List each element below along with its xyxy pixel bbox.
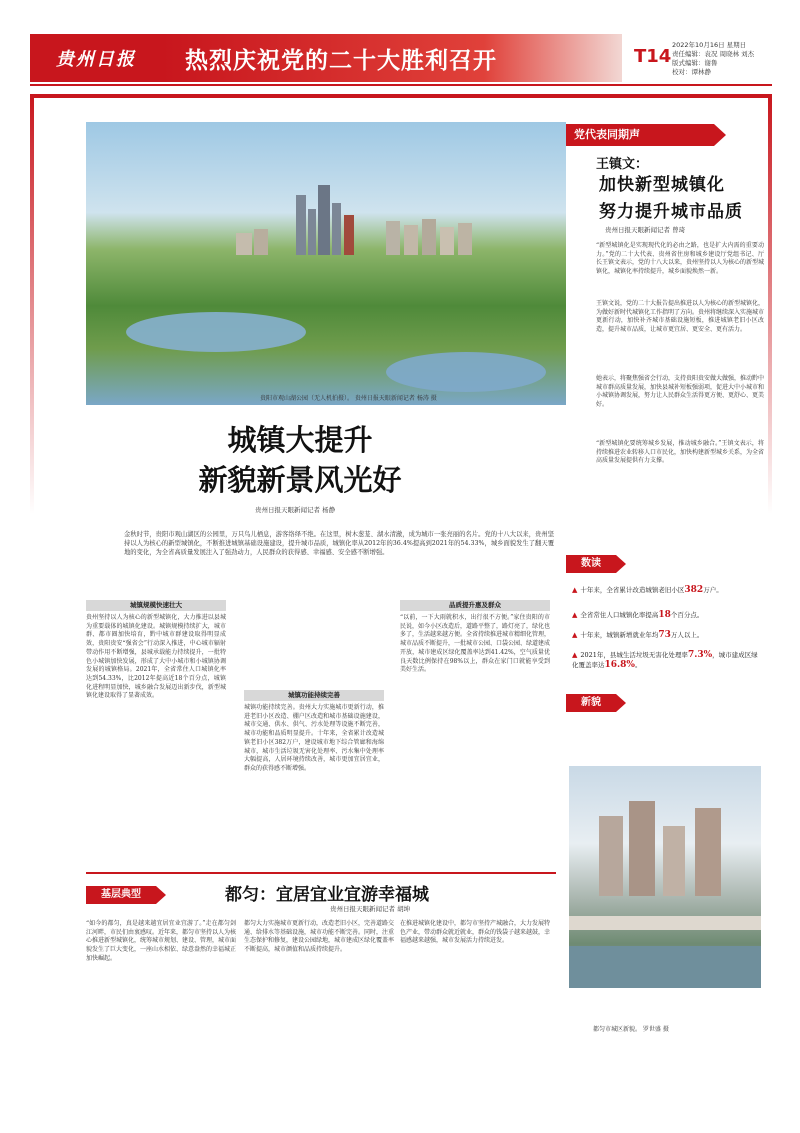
data-item: [572, 610, 762, 620]
building: [422, 219, 436, 255]
delegate-paragraph: “新型城镇化要统筹城乡发展，推动城乡融合。”王镇文表示，将持续推进农业转移人口市民化，加快构建新型城乡关系，为全省高质量发展提供有力支撑。: [596, 440, 765, 465]
feature-byline: 贵州日报天眼新闻记者 杨静: [255, 506, 336, 514]
skyscraper: [344, 215, 354, 255]
building: [695, 808, 721, 896]
data-item-text: 。: [634, 661, 642, 669]
delegate-headline-line1: 加快新型城镇化: [599, 175, 725, 195]
feature-col1-text: 贵州坚持以人为核心的新型城镇化，大力推进以县城为重要载体的城镇化建设。城镇规模持续扩大，城市群、都市圈加快培育，黔中城市群建设取得明显成效，贵阳贵安“强省会”行动深入推进，中心城市辐射带动作用不断增强，县城承载能力持续提升，一批特色小城镇加快发展，形成了大中小城市和小城镇协调发展的城镇格局。2021年，全省常住人口城镇化率达到54.33%，比2012年提高近18个百分点，城镇化进程明显加快，城乡融合发展迈出新步伐，新型城镇化建设取得了显著成效。: [86, 614, 226, 700]
building: [236, 233, 252, 255]
data-item-text: 十年来，城镇新增就业年均: [580, 631, 659, 639]
data-item-text: 十年来，全省累计改造城镇老旧小区: [580, 586, 685, 594]
data-item: [572, 585, 762, 595]
delegate-name: 王镇文：: [596, 157, 649, 172]
page-number: T14: [634, 46, 672, 67]
building: [599, 816, 623, 896]
subhead-scale: 城镇规模快速壮大: [86, 600, 226, 611]
feature-title-line2: 新貌新景风光好: [198, 463, 402, 497]
skyscraper: [318, 185, 330, 255]
data-item-text: ，城市建成区绿化覆盖率达: [572, 651, 758, 669]
lake: [386, 352, 546, 392]
data-item-text: 2021年，县城生活垃圾无害化处理率: [580, 651, 688, 659]
skyscraper: [308, 209, 316, 255]
data-item-number: 382: [684, 585, 704, 595]
tag-arrow: [616, 555, 626, 573]
data-item: [572, 650, 762, 670]
bottom-rule: [86, 872, 556, 874]
delegate-paragraph: 她表示，将聚焦强省会行动，支持贵阳贵安做大做强，推动黔中城市群高质量发展，加快县城补短板强弱项，促进大中小城市和小城镇协调发展，努力让人民群众生活得更方便、更舒心、更美好。: [596, 375, 765, 408]
bottom-col2-text: 都匀大力实施城市更新行动，改造老旧小区，完善道路交通、给排水等基础设施，城市功能不断完善。同时，注重生态保护和修复，建设公园绿地，城市建成区绿化覆盖率不断提高，城市颜值和品质持续提升。: [244, 920, 395, 954]
feature-title-line1: 城镇大提升: [227, 423, 373, 457]
bridge: [569, 916, 761, 930]
bottom-col1-text: “如今的都匀，真是越来越宜居宜业宜游了。”走在都匀剑江河畔，市民们由衷感叹。近年来，都匀市坚持以人为核心推进新型城镇化，统筹城市规划、建设、管理，城市面貌发生了巨大变化，一座山水相依、绿意盎然的幸福城正加快崛起。: [86, 920, 237, 962]
section-tag-newlook: 新貌: [566, 694, 616, 712]
data-item-text: 个百分点。: [670, 611, 704, 619]
data-section: [566, 555, 764, 675]
bottom-byline: 贵州日报天眼新闻记者 胡坤: [330, 905, 411, 913]
building: [629, 801, 655, 896]
building: [440, 227, 454, 255]
lake: [126, 312, 306, 352]
building: [663, 826, 685, 896]
feature-col2-text: 城镇功能持续完善。贵州大力实施城市更新行动，推进老旧小区改造、棚户区改造和城市基础设施建设，城市交通、供水、供气、污水处理等设施不断完善，城市功能和品质明显提升。十年来，全省累计改造城镇老旧小区382万户，建设城市地下综合管廊和海绵城市，城市生活垃圾无害化处理率、污水集中处理率大幅提高，人居环境持续改善，城市更加宜居宜业，群众的获得感不断增强。: [244, 704, 384, 772]
data-item-number: 18: [658, 610, 671, 620]
data-item: [572, 630, 762, 640]
triangle-icon: ▲: [572, 651, 578, 659]
data-item-text: 万人以上。: [670, 631, 704, 639]
section-tag-grassroots: 基层典型: [86, 886, 156, 904]
delegate-paragraph: “新型城镇化是实现现代化的必由之路，也是扩大内需的重要动力。”党的二十大代表、贵州省住房和城乡建设厅党组书记、厅长王镇文表示，党的十八大以来，贵州坚持以人为核心的新型城镇化，城镇化率持续提升，城乡面貌焕然一新。: [596, 242, 765, 275]
delegate-paragraph: 王镇文说，党的二十大报告提出推进以人为核心的新型城镇化，为做好新时代城镇化工作指明了方向。贵州将继续深入实施城市更新行动，加快补齐城市基础设施短板，推进城镇老旧小区改造，提升城市品质，让城市更宜居、更安全、更有活力。: [596, 300, 765, 333]
section-tag-delegate: 党代表同期声: [566, 124, 714, 146]
section-frame-right: [768, 94, 772, 514]
section-tag-data: 数读: [566, 555, 616, 573]
bottom-col3-text: 在推进城镇化建设中，都匀市坚持产城融合，大力发展特色产业，带动群众就近就业，群众的钱袋子越来越鼓，幸福感越来越强，城市发展活力持续迸发。: [400, 920, 551, 945]
subhead-function: 城镇功能持续完善: [244, 690, 384, 701]
feature-photo: [86, 122, 566, 405]
building: [386, 221, 400, 255]
edition-meta: [672, 41, 772, 77]
delegate-headline-line2: 努力提升城市品质: [599, 202, 743, 222]
triangle-icon: ▲: [572, 631, 578, 639]
data-item-number: 16.8%: [604, 660, 635, 670]
feature-col3-text: “以前，一下大雨就积水，出行很不方便。”家住贵阳的市民说，如今小区改造后，道路平整了，路灯亮了，绿化也多了，生活越来越方便。全省持续推进城市精细化管理，城市品质不断提升，一批城市公园、口袋公园、绿道建成开放，城市建成区绿化覆盖率达到41.42%，空气质量优良天数比例保持在98%以上，群众在家门口就能享受到美好生活。: [400, 614, 551, 674]
subhead-quality: 品质提升惠及群众: [400, 600, 550, 611]
triangle-icon: ▲: [572, 586, 578, 594]
building: [254, 229, 268, 255]
newlook-caption: 都匀市城区新貌。 罗世盛 摄: [593, 1026, 669, 1033]
section-frame-left: [30, 94, 34, 514]
delegate-byline: 贵州日报天眼新闻记者 曾琦: [605, 226, 686, 234]
building: [404, 225, 418, 255]
data-item-number: 73: [658, 630, 671, 640]
skyscraper: [296, 195, 306, 255]
data-item-text: 全省常住人口城镇化率提高: [580, 611, 659, 619]
feature-lead: 金秋时节，贵阳市观山湖区的公园里，万只鸟儿栖息，游客络绎不绝。在这里，树木葱茏、湖水清澈，成为城市一张亮丽的名片。党的十八大以来，贵州坚持以人为核心的新型城镇化，不断推进城镇基础设施建设，提升城市品质，城镇化率从2012年的36.4%提高到2021年的54.33%，城乡面貌发生了翻天覆地的变化，为全省高质量发展注入了强劲动力，人民群众的获得感、幸福感、安全感不断增强。: [124, 531, 554, 556]
triangle-icon: ▲: [572, 611, 578, 619]
delegate-headline: [599, 172, 759, 226]
newspaper-logo: 贵州日报: [30, 34, 162, 82]
meta-proof: 校对：谭林静: [672, 68, 711, 76]
header-rule: [30, 84, 772, 86]
data-item-text: 万户。: [703, 586, 723, 594]
meta-date: 2022年10月16日 星期日: [672, 41, 747, 49]
section-frame-top: [30, 94, 772, 98]
photo-caption: 贵阳市观山湖公园（无人机拍摄）。 贵州日报天眼新闻记者 杨涛 摄: [260, 395, 437, 402]
tag-arrow: [714, 124, 726, 146]
bottom-headline: 都匀：宜居宜业宜游幸福城: [225, 885, 429, 905]
skyscraper: [332, 203, 341, 255]
feature-title: [160, 420, 440, 500]
page-header: [30, 34, 772, 82]
data-item-number: 7.3%: [687, 650, 713, 660]
meta-layout: 版式编辑：谢鲁: [672, 59, 718, 67]
meta-editors: 责任编辑：袁况 周晓林 刘杰: [672, 50, 755, 58]
tag-arrow: [156, 886, 166, 904]
building: [458, 223, 472, 255]
river: [569, 946, 761, 988]
header-headline: 热烈庆祝党的二十大胜利召开: [185, 48, 497, 74]
newlook-photo: [569, 766, 761, 988]
tag-arrow: [616, 694, 626, 712]
